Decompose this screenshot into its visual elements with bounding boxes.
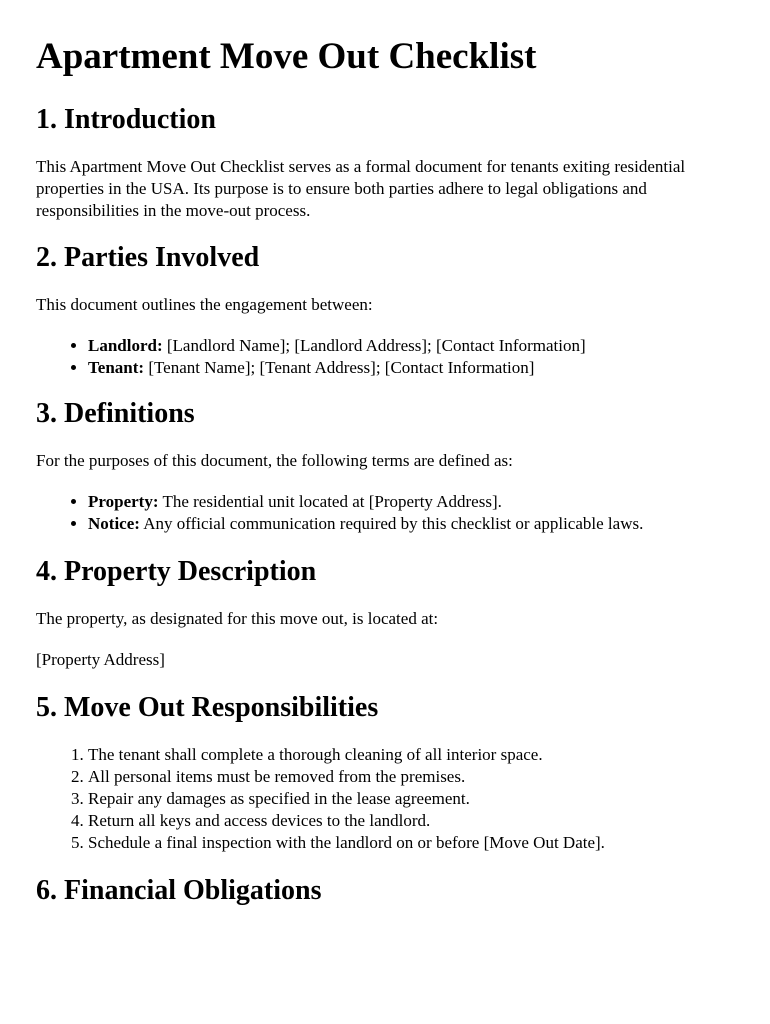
section-heading-definitions: 3. Definitions [36,398,195,429]
list-item: 3. Repair any damages as specified in the lease agreement. [88,788,734,810]
definitions-intro: For the purposes of this document, the following terms are defined as: [36,451,513,470]
responsibilities-list [36,744,734,854]
list-item-notice [88,513,734,535]
property-term: Property: [88,492,159,511]
section-heading-introduction: 1. Introduction [36,104,216,135]
parties-list [36,335,734,379]
list-item: 5. Schedule a final inspection with the landlord on or before [Move Out Date]. [88,832,734,854]
document-title: Apartment Move Out Checklist [36,36,537,77]
notice-definition: Any official communication required by this checklist or applicable laws. [139,514,644,533]
landlord-label: Landlord: [88,336,163,355]
list-item: 4. Return all keys and access devices to the landlord. [88,810,734,832]
list-item-property [88,491,734,513]
definitions-list [36,491,734,535]
property-intro: The property, as designated for this move out, is located at: [36,609,439,628]
section-heading-property: 4. Property Description [36,556,317,587]
list-item: 2. All personal items must be removed from the premises. [88,766,734,788]
landlord-value: [Landlord Name]; [Landlord Address]; [Contact Information] [162,336,586,355]
list-item-landlord [88,335,734,357]
property-address: [Property Address] [36,650,165,669]
introduction-paragraph: This Apartment Move Out Checklist serves as a formal document for tenants exiting residential properties in the USA. Its purpose is to ensure both parties adhere to legal obligations and responsibilities in the move-out process. [36,157,686,220]
property-definition: The residential unit located at [Property Address]. [158,492,502,511]
tenant-label: Tenant: [88,358,145,377]
list-item: 1. The tenant shall complete a thorough cleaning of all interior space. [88,744,734,766]
section-heading-parties: 2. Parties Involved [36,242,260,273]
parties-intro: This document outlines the engagement between: [36,295,373,314]
tenant-value: [Tenant Name]; [Tenant Address]; [Contact Information] [144,358,535,377]
section-heading-financial: 6. Financial Obligations [36,875,322,906]
notice-term: Notice: [88,514,140,533]
list-item-tenant [88,357,734,379]
section-heading-responsibilities: 5. Move Out Responsibilities [36,692,379,723]
